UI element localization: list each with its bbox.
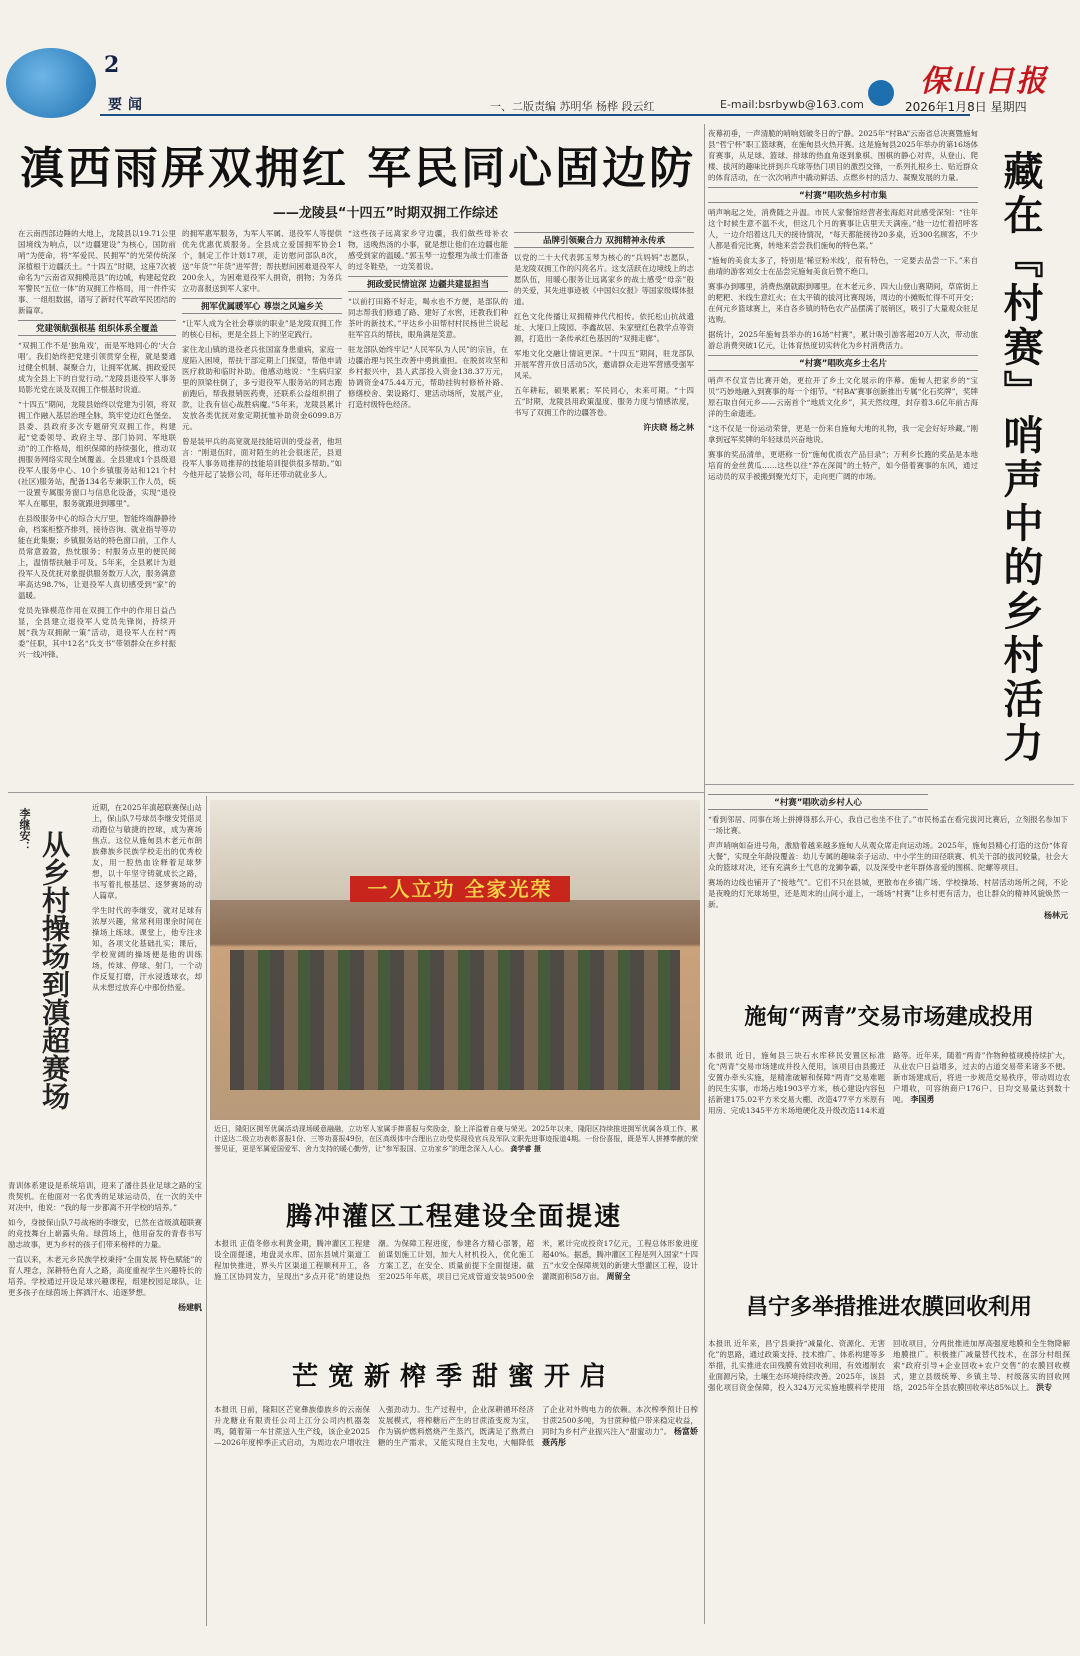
brief-text: 本报讯 近年来，昌宁县秉持“减量化、资源化、无害化”的思路，通过政策支持、技术推广、体系构建等多举措，扎实推进农田残膜有效回收利用，有效遏制农业面源污染，土壤生态环境持续改善。2025年，该县强化项目资金保障，投入324万元实施地膜科学使用回收项目，分两批推进加厚高强度地膜和全生物降解地膜推广。积极推广减量替代技术，在部分村组探索“政府引导+企业回收+农户交售”的农膜回收模式，建立县级统筹、乡镇主导、村级落实的回收网络，2025年全县农膜回收率达85%以上。 <box>708 1339 1070 1392</box>
brief-author: 杨富娇 聂芮彤 <box>542 1427 698 1447</box>
header-divider <box>100 114 970 116</box>
email: E-mail:bsrbywb@163.com <box>720 98 864 111</box>
right-paragraph: 据统计，2025年施甸县举办的16场“村赛”，累计吸引游客超20万人次，带动旅游总消费突破1亿元，让体育热度切实转化为乡村消费活力。 <box>708 330 978 350</box>
right-paragraph: 哨声不仅宣告比赛开始，更拉开了乡土文化展示的序幕。施甸人把家乡的“宝贝”巧妙地融入到赛事的每一个细节。“村BA”赛事创新推出专属“化石奖牌”，奖牌原石取自何元乡——云南首个“地质文化乡”，其天然纹理，封存着3.6亿年前古海洋的生命遗迹。 <box>708 376 978 418</box>
brief-text: 本报讯 近日，施甸县三块石水库移民安置区标准化“两青”交易市场建成并投入使用，该项目由县搬迁安置办牵头实施，是精准破解和保障“两青”交易难题的民生实事，市场占地1903平方米，核心建设内容包括新建175.02平方米交易大棚、改造477平方米原有用房、完成1345平方米场地硬化及升级改造114米道路等。近年来，随着“两青”作物种植规模持续扩大，从业农户日益增多，过去的占道交易带来诸多不便。新市场建成后，将进一步规范交易秩序，带动周边农户增收，可容纳商户176户、日均交易量达到数十吨。 <box>708 1051 1070 1115</box>
brief-text: 本报讯 正值冬修水利黄金期，腾冲灌区工程建设全面提速，地盘灵水库、固东县城片渠道工程加快推进，界头片区渠道工程顺利开工，各施工区协同发力，呈现出“多点开花”的建设热潮。为保障工程进度，参建各方精心部署，超前谋划施工计划，加大人材机投入，优化施工方案工艺，在安全、质量前提下全面提速。截至2025年年底，项目已完成管道安装9500余米，累计完成投资17亿元，工程总体形象进度超40%。据悉，腾冲灌区工程是列入国家“十四五”水安全保障规划的新建大型灌区工程，设计灌溉面积58万亩。 <box>214 1239 698 1281</box>
lead-column-3 <box>348 228 508 788</box>
photo-people <box>230 950 680 1090</box>
lead-title: 滇西雨屏双拥红 军民同心固边防 <box>19 143 697 194</box>
editors: 一、二版责编 苏明华 杨桦 段云红 <box>490 100 655 113</box>
paper-title: 保山日报 <box>920 64 1048 99</box>
brief-text: 本报讯 日前，隆阳区芒宽彝族傣族乡的云南保升龙糖业有限责任公司上江分公司内机器轰鸣，随着第一车甘蔗送入生产线，该企业2025—2026年度榨季正式启动，为周边农户增收注入强劲动力。生产过程中，企业深耕循环经济发展模式，将榨糖后产生的甘蔗渣变废为宝，作为锅炉燃料燃烧产生蒸汽，既满足了熬煮白糖的生产需求，又能实现自主发电，大幅降低了企业对外购电力的依赖。本次榨季预计日榨甘蔗2500多吨，为甘蔗种植户带来稳定收益，同时为乡村产业振兴注入“甜蜜动力”。 <box>214 1405 698 1447</box>
photo-banner: 一人立功 全家光荣 <box>350 876 570 902</box>
left-paragraph: 近期，在2025年滇超联赛保山站上，保山队7号球员李继安凭借灵动跑位与敏捷的控球，成为赛场焦点。这位从施甸县木老元布朗族彝族乡民族学校走出的优秀校友，用一腔热血诠释着足球梦想，以十年坚守铸就成长之路，书写着扎根基层、逐梦赛场的动人篇章。 <box>92 803 202 900</box>
lead-subhead: 拥政爱民情谊深 边疆共建显担当 <box>348 276 508 292</box>
photo-author: 龚学睿 摄 <box>510 1144 541 1153</box>
photo-caption-block <box>214 1124 698 1188</box>
news-photo <box>210 800 700 1120</box>
brief-title: 施甸“两青”交易市场建成投用 <box>744 1004 1034 1030</box>
column-divider <box>206 796 207 1626</box>
right-paragraph: 赛事的奖品清单，更堪称一份“施甸优质农产品目录”；万利乡长跑的奖品是本地培育的金丝黄瓜……这些以往“养在深闺”的土特产，如今借着赛事的东风，通过运动员的双手被搬到聚光灯下，走向更广阔的市场。 <box>708 450 978 481</box>
lead-paragraph: 五年耕耘，硕果累累；军民同心，未来可期。“十四五”时期，龙陵县用政策温度、服务力度与情感浓度，书写了双拥工作的边疆答卷。 <box>514 386 694 417</box>
brief-author: 李国勇 <box>910 1095 935 1104</box>
right-paragraph: 夜幕初垂，一声清脆的哨响划破冬日的宁静。2025年“村BA”云南省总决赛暨施甸县“哲宁杯”职工篮球赛，在施甸县火热开赛。这是施甸县2025年举办的第16场体育赛事，从足球、篮球、排球的热血角逐到象棋、围棋的静心对弈，从登山、爬楼、拔河的趣味比拼到乒乓球等热门项目的激烈交锋，一系列扎根乡土、贴近群众的体育活动，在一次次哨声中撬动鲜活、点燃乡村的活力、凝聚发展的力量。 <box>708 129 978 182</box>
brief-body <box>708 1050 1070 1280</box>
lead-subtitle: ——龙陵县“十四五”时期双拥工作综述 <box>272 206 498 221</box>
row-divider <box>8 792 704 793</box>
brief-body <box>214 1404 698 1522</box>
newspaper-logo-icon <box>6 48 96 118</box>
lead-headline-block <box>18 132 698 221</box>
brief-title: 腾冲灌区工程建设全面提速 <box>285 1202 622 1232</box>
brief-author: 洪专 <box>1036 1383 1053 1392</box>
brief-body <box>708 1338 1070 1578</box>
right-author: 杨林元 <box>1044 911 1068 920</box>
lead-subhead: 党建领航强根基 组织体系全覆盖 <box>18 320 176 336</box>
right-story-title: 藏在『村赛』哨声中的乡村活力 <box>997 150 1044 766</box>
lead-paragraph: 以党的二十大代表郭玉琴为核心的“兵妈妈”志愿队，是龙陵双拥工作的闪亮名片。这支活跃在边境线上的志愿队伍，用暖心服务让远离家乡的战士感受“母亲”般的关爱，其先进事迹被《中国妇女报》等国家级媒体报道。 <box>514 253 694 306</box>
right-paragraph: “施甸的美食太多了，特别是‘稀豆粉米线’，很有特色，一定要去品尝一下。”来自曲靖的游客刘女士在品尝完施甸美食后赞不绝口。 <box>708 256 978 276</box>
lead-paragraph: 曾是装甲兵的高宽就是技能培训的受益者，他坦言：“刚退伍时，面对陌生的社会很迷茫，县退役军人事务局推荐的技能培训提供很多帮助。”如今他开起了装修公司，每年还带动就业多人。 <box>182 437 342 479</box>
lead-subhead: 品牌引领聚合力 双拥精神永传承 <box>514 232 694 248</box>
lead-column-1 <box>18 228 176 788</box>
brief-author: 周留全 <box>606 1272 631 1281</box>
right-story-body <box>708 128 978 778</box>
left-paragraph: 一直以来，木老元乡民族学校秉持“全面发展 特色赋能”的育人理念，深耕特色育人之路，高度重视学生兴趣特长的培养。学校通过开设足球兴趣课程，组建校园足球队，让更多孩子在绿茵场上挥洒汗水、追逐梦想。 <box>8 1255 202 1297</box>
left-story-body-2 <box>8 1180 202 1650</box>
right-paragraph: 哨声响起之处，消费随之升温。市民人家餐馆经营者张海彪对此感受深刻：“往年这个时候生意不温不火，但这几个月的赛事让店里天天满座。”他一边忙着招呼客人，一边介绍着这几天的接待情况，“每天都能接待20多桌，近300名顾客，不少人都是看完比赛，转地来尝尝我们施甸的特色菜。” <box>708 208 978 250</box>
right-story-tail <box>708 790 1068 970</box>
left-paragraph: 青训体系建设是系统培训，迎来了潘往县业足球之路的宝贵契机。在他面对一名优秀的足球运动员，在一次的关中对决中，他说：“我的每一步都离不开学校的培养。” <box>8 1181 202 1212</box>
brief-body <box>214 1238 698 1346</box>
left-paragraph: 如今，身披保山队7号战袍的李继安，已然在省级滇超联赛的竞技舞台上崭露头角。绿茵场上，他用奋发的青春书写励志故事，更为乡村的孩子们带来榜样的力量。 <box>8 1218 202 1249</box>
brief-title: 昌宁多举措推进农膜回收利用 <box>745 1294 1032 1320</box>
lead-author: 许庆晓 杨之林 <box>643 423 694 432</box>
lead-subhead: 拥军优属暖军心 尊崇之风遍乡关 <box>182 298 342 314</box>
lead-column-4 <box>514 228 694 788</box>
section-name: 要闻 <box>108 97 148 113</box>
lead-paragraph: 红色文化传播让双拥精神代代相传。依托松山抗战遗址、大垭口上陵园、李鑫故居、朱家壁红色教学点等资源，打造出一条传承红色基因的“双拥走廊”。 <box>514 312 694 343</box>
left-story-title: 从乡村操场到滇超赛场 <box>38 830 71 1110</box>
lead-paragraph: “以前打田路不好走，喝水也不方便，是部队的同志帮我们修通了路、建好了水窖，还教我们种茶叶的新技术。”平达乡小田帮村村民杨世兰说起驻军官兵的帮扶，眼角满是笑意。 <box>348 297 508 339</box>
right-subhead: “村赛”唱吹亮乡土名片 <box>708 355 978 371</box>
lead-paragraph: 驻龙部队始终牢记“人民军队为人民”的宗旨，在边疆治理与民生改善中勇挑重担。在脱贫攻坚和乡村振兴中，县人武部投入资金138.37万元，协调资金475.44万元，帮助挂钩村修桥补路、修缮校舍、架设路灯、建活动场所，发展产业，打造村级特色经济。 <box>348 345 508 409</box>
brief-title: 芒宽新榨季甜蜜开启 <box>291 1362 616 1392</box>
lead-paragraph: “双拥工作不是‘独角戏’，而是军地同心的‘大合唱’。我们始终把党建引领贯穿全程，就是要通过健全机制、凝聚合力，让拥军优属、拥政爱民成为全县上下的自觉行动。”龙陵县退役军人事务局影光党在谈及双拥工作根基时说道。 <box>18 341 176 394</box>
left-paragraph: 学生时代的李继安，就对足球有浓厚兴趣，常常利用课余时间在操场上练球。课堂上，他专注求知，各项文化基础扎实；课后，学校宽阔的操场便是他的训练场，传球、停球、射门，一个动作反复打磨，汗水浸透球衣，却从未想过放弃心中那份热爱。 <box>92 906 202 992</box>
lead-paragraph: 家住龙山镇的退役老兵张国富身患重病，家庭一度陷入困境，帮扶干部定期上门探望，帮他申请医疗救助和临时补助。他感动地说：“生病归家里的顶梁柱倒了，多亏退役军人服务站的同志跑前跑后，帮我报销医药费，还联系公益组织捐了款，让我有信心战胜病魔。”5年来，龙陵县累计发放各类优抚对象定期抚恤补助资金6099.8万元。 <box>182 345 342 431</box>
emblem-icon <box>868 80 894 106</box>
right-subhead: “村赛”唱吹热乡村市集 <box>708 187 978 203</box>
right-paragraph: “看到邻居、同事在场上拼搏得那么开心，我自己也坐不住了。”市民杨孟在看完拔河比赛后，立刻报名参加下一场比赛。 <box>708 815 1068 835</box>
right-paragraph: 赛场的边线也铺开了“接地气”。它们不只在县城，更散布在乡镇广场、学校操场、村居活动场所之间，不论是夜晚的灯光球场里，还是周末的山间小道上，一场场“村赛”让乡村更有活力，也让群众的精神风貌焕然一新。 <box>708 878 1068 909</box>
lead-paragraph: 党员先锋模范作用在双拥工作中的作用日益凸显，全县建立退役军人党员先锋岗，持续开展“我为双拥献一策”活动，退役军人在村“两委”任职，其中12名“兵支书”带领群众在乡村振兴一线冲锋。 <box>18 606 176 659</box>
lead-column-2 <box>182 228 342 788</box>
paper-date: 2026年1月8日 星期四 <box>905 100 1027 114</box>
row-divider <box>704 784 1074 785</box>
lead-paragraph: 军地文化交融让情谊更深。“十四五”期间，驻龙部队开展军营开放日活动5次，邀请群众走进军营感受强军风采。 <box>514 349 694 380</box>
left-author: 杨建帆 <box>178 1303 202 1312</box>
right-paragraph: “这不仅是一份运动荣誉，更是一份来自施甸大地的礼物，我一定会好好珍藏。”刚拿到冠军奖牌的年轻球员兴奋地说。 <box>708 424 978 444</box>
right-paragraph: 声声哨响如奋进号角，激励着越来越多施甸人从观众席走向运动场。2025年，施甸县精心打造的这份“体育大餐”，实现全年龄段覆盖：幼儿专属的趣味亲子运动、中小学生的田径联赛、机关干部的拔河较量，社会大众的篮球对决，还有充满乡土气息的龙狮争霸，以及深受中老年群体喜爱的围棋、陀螺等项目。 <box>708 841 1068 872</box>
left-author-tag: 李继安： <box>18 808 31 852</box>
lead-paragraph: “十四五”期间，龙陵县始终以党建为引领，将双拥工作融入基层治理全脉，筑牢党边红色堡垒。县委、县政府多次专题研究双拥工作，构建起“党委领导、政府主导、部门协同、军地联动”的工作格局，组织保障的持续强化，推动双拥服务网络实现全域覆盖。全县建成1个县级退役军人服务中心、10个乡镇服务站和121个村(社区)服务站，配备134名专兼职工作人员，统一设置专属服务窗口与信息化设备，实现“退役军人在哪里，服务就跟进到哪里”。 <box>18 400 176 508</box>
lead-paragraph: “这些孩子远离家乡守边疆，我们做些母补衣物，送晚热汤的小事，就是想让他们在边疆也能感受到家的温暖。”郭玉琴一边整理为战士们准备的过冬鞋垫，一边笑着说。 <box>348 229 508 271</box>
lead-paragraph: 在县级服务中心的综合大厅里，智能终端静静待命，档案柜整齐排列，接待咨询、就业指导等功能在此集聚；乡镇服务站的特色窗口前，工作人员常意盈盈，热忱服务；村服务点里的便民阅上，温情帮扶触手可及。5年来，全县累计为退役军人及优抚对象提供服务数万人次，服务满意率高达98.7%，让退役军人真切感受到“家”的温暖。 <box>18 514 176 600</box>
right-subhead: “村赛”唱吹动乡村人心 <box>708 794 928 810</box>
column-divider <box>704 124 705 1624</box>
lead-paragraph: “让军人成为全社会尊崇的职业”是龙陵双拥工作的核心目标，更是全县上下的坚定践行。 <box>182 319 342 339</box>
right-paragraph: 赛事办到哪里，消费热潮就跟到哪里。在木老元乡、四大山登山赛期间，草席街上的粑粑、米线生意红火；在太平镇的拔河比赛现场，周边的小摊贩忙得不可开交；在何元乡篮球赛上，来自各乡镇的特色农产品摆满了展销区，吸引了大量观众驻足选购。 <box>708 282 978 324</box>
lead-paragraph: 的拥军惠军服务，为军人军属、退役军人等提供优先优惠优质服务。全县成立爱国拥军协会1个，制定工作计划17项，走访慰问部队8次，送“年货”“年货”进军营；帮扶慰问困难退役军人200余人，为困难退役军人捐资，捐物；为务兵立功喜报送到军人家中。 <box>182 229 342 293</box>
photo-caption: 近日，隆阳区拥军优属活动现场暖意融融，立功军人家属手捧喜报与奖励金，脸上洋溢着自豪与荣光。2025年以来，隆阳区持续推进拥军优属各项工作，累计送达二级立功表彰喜报1份、三等功喜报49份，在区高级体中合理出立功受奖现役官兵及军队文职先进事迹报道4期。一份份喜报，既是军人拼搏奉献的荣誉见证，更是军属爱国爱军、舍力支持的暖心勤劳，让“参军报国、立功家乡”的理念深入人心。 <box>214 1125 698 1153</box>
masthead <box>0 0 1080 120</box>
lead-paragraph: 在云南西部边陲的大地上，龙陵县以19.71公里国境线为响点，以“边疆建设”为核心，国防前哨“为使命，将“军爱民、民拥军”的光荣传统深深植根于边疆沃土。“十四五”时期，这座7次被命名为“云南省双拥模范县”的边城，构建起党政军警民“五位一体”的双拥工作格局，用一件件实事、一组组数据，谱写了新时代军政军民团结的新篇章。 <box>18 229 176 315</box>
page-number: 2 <box>104 52 120 78</box>
